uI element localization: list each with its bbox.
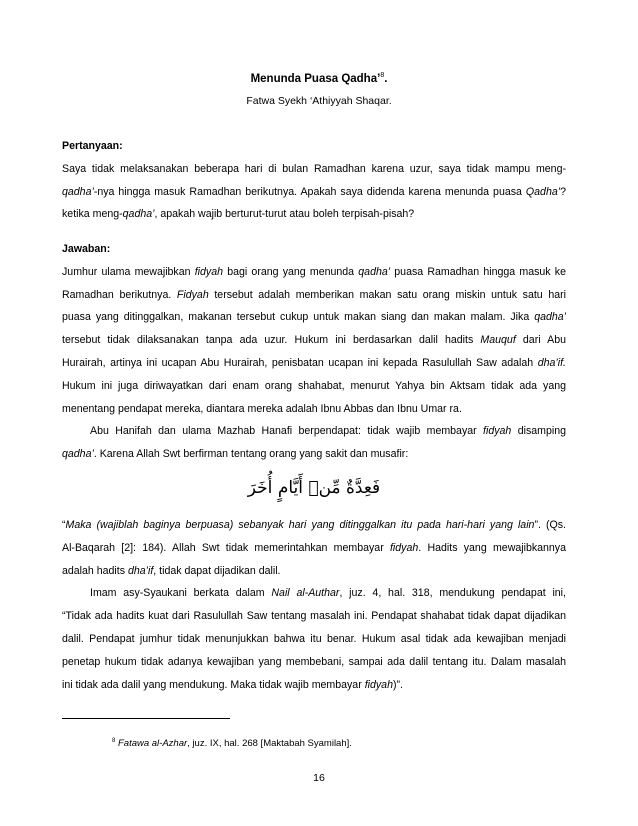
- question-line: Saya tidak melaksanakan beberapa hari di bulan Ramadhan karena uzur, saya tidak mampu meng-: [62, 162, 566, 175]
- footnote-divider: [62, 718, 230, 719]
- answer-line: “Tidak ada hadits kuat dari Rasulullah Saw tentang masalah ini. Pendapat shahabat tidak dapat dijadikan: [62, 610, 566, 623]
- answer-section: [62, 238, 566, 696]
- footnote-source: Fatawa al-Azhar: [117, 738, 188, 750]
- page-number: 16: [313, 772, 325, 784]
- question-heading: Pertanyaan:: [62, 140, 123, 152]
- answer-line: Hurairah, artinya ini ucapan Abu Hurairah, penisbatan ucapan ini kepada Rasulullah Saw adalah dha’if.: [62, 356, 566, 369]
- question-line: ketika meng-qadha’, apakah wajib berturut-turut atau boleh terpisah-pisah?: [62, 208, 415, 221]
- answer-heading: Jawaban:: [62, 243, 111, 255]
- answer-line: ini tidak ada dalil yang mendukung. Maka tidak wajib membayar fidyah)”.: [62, 678, 403, 691]
- footnote-mark: 8: [112, 738, 116, 744]
- answer-line: penetap hukum tidak adanya kewajiban yang membebani, sampai ada dalil tentang itu. Dalam masalah: [62, 655, 566, 668]
- question-line: qadha’-nya hingga masuk Ramadhan berikutnya. Apakah saya didenda karena menunda puasa Qadha’?: [62, 185, 566, 198]
- footnote: [112, 738, 352, 749]
- page-title: [0, 72, 638, 85]
- answer-line: puasa yang ditinggalkan, makanan tersebut cukup untuk makan siang dan makan malam. Jika qadha’: [62, 311, 566, 324]
- answer-line: Abu Hanifah dan ulama Mazhab Hanafi berpendapat: tidak wajib membayar fidyah disamping: [90, 425, 566, 438]
- answer-line: Hukum ini juga diriwayatkan dari enam orang shahabat, menurut Yahya bin Aktsam tidak ada yang: [62, 379, 566, 392]
- answer-line: Ramadhan berikutnya. Fidyah tersebut adalah memberikan makan satu orang miskin untuk satu hari: [62, 288, 566, 301]
- answer-line: “Maka (wajiblah baginya berpuasa) sebanyak hari yang ditinggalkan itu pada hari-hari yang lain”. (Qs.: [62, 518, 566, 531]
- answer-line: tersebut tidak dilaksanakan tanpa ada uzur. Hukum ini berdasarkan dalil hadits Mauquf dari Abu: [62, 334, 566, 347]
- title-text: Menunda Puasa Qadha’: [250, 72, 381, 85]
- footnote-ref: 8: [380, 72, 385, 79]
- footnote-text: , juz. IX, hal. 268 [Maktabah Syamilah].: [187, 738, 352, 750]
- page-subtitle: Fatwa Syekh ‘Athiyyah Shaqar.: [246, 95, 392, 107]
- question-section: [62, 135, 566, 226]
- answer-line: adalah hadits dha’if, tidak dapat dijadikan dalil.: [62, 564, 281, 577]
- answer-line: menentang pendapat mereka, diantara mereka adalah Ibnu Abbas dan Ibnu Umar ra.: [62, 402, 462, 415]
- answer-line: Imam asy-Syaukani berkata dalam Nail al-Authar, juz. 4, hal. 318, mendukung pendapat ini,: [90, 587, 566, 600]
- answer-line: Jumhur ulama mewajibkan fidyah bagi orang yang menunda qadha’ puasa Ramadhan hingga masuk ke: [62, 265, 566, 278]
- answer-line: qadha’. Karena Allah Swt berfirman tentang orang yang sakit dan musafir:: [62, 448, 409, 461]
- quran-verse: فَعِدَّةٌ مِّنۡ أَيَّامٍ أُخَرَ: [247, 477, 381, 498]
- title-period: .: [384, 72, 388, 85]
- answer-line: dalil. Pendapat jumhur tidak menunjukkan bahwa itu benar. Hukum asal tidak ada kewajiban menjadi: [62, 632, 566, 645]
- answer-line: Al-Baqarah [2]: 184). Allah Swt tidak memerintahkan membayar fidyah. Hadits yang mewajibkannya: [62, 541, 566, 554]
